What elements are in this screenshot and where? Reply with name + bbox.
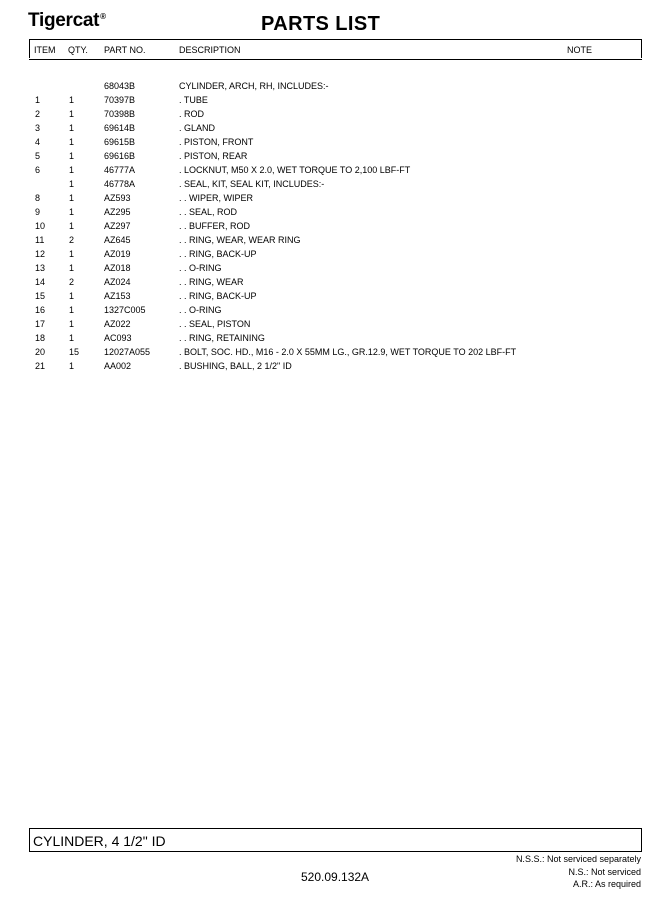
column-header-item: ITEM (34, 45, 56, 55)
row-qty: 1 (69, 249, 75, 259)
row-qty: 15 (69, 347, 80, 357)
row-item: 14 (35, 277, 46, 287)
row-description: . . WIPER, WIPER (179, 193, 254, 203)
row-description: . . SEAL, PISTON (179, 319, 251, 329)
row-description: CYLINDER, ARCH, RH, INCLUDES:- (179, 81, 329, 91)
legend-nss: N.S.S.: Not serviced separately (515, 854, 641, 864)
row-item: 16 (35, 305, 46, 315)
document-number: 520.09.132A (301, 870, 370, 884)
row-part-no: 46777A (104, 165, 136, 175)
table-row (0, 289, 656, 303)
row-description: . LOCKNUT, M50 X 2.0, WET TORQUE TO 2,100 LBF-FT (179, 165, 411, 175)
row-description: . . RING, WEAR (179, 277, 244, 287)
row-item: 4 (35, 137, 41, 147)
row-qty: 1 (69, 179, 75, 189)
row-qty: 2 (69, 277, 75, 287)
row-description: . PISTON, REAR (179, 151, 248, 161)
row-item: 8 (35, 193, 41, 203)
row-part-no: AZ018 (104, 263, 131, 273)
row-qty: 1 (69, 123, 75, 133)
row-qty: 1 (69, 137, 75, 147)
row-description: . TUBE (179, 95, 208, 105)
row-item: 10 (35, 221, 46, 231)
row-description: . . O-RING (179, 263, 222, 273)
row-part-no: AZ019 (104, 249, 131, 259)
row-item: 1 (35, 95, 41, 105)
page-title: PARTS LIST (261, 13, 381, 35)
table-row (0, 163, 656, 177)
row-qty: 1 (69, 361, 75, 371)
row-part-no: AA002 (104, 361, 132, 371)
row-part-no: AZ593 (104, 193, 131, 203)
table-row (0, 233, 656, 247)
legend-ar: A.R.: As required (572, 879, 641, 889)
row-part-no: 69616B (104, 151, 136, 161)
column-header-qty: QTY. (68, 45, 88, 55)
row-description: . ROD (179, 109, 205, 119)
header-divider (29, 59, 642, 60)
registered-mark: ® (100, 11, 106, 21)
row-item: 2 (35, 109, 41, 119)
row-qty: 1 (69, 291, 75, 301)
table-row (0, 331, 656, 345)
table-row (0, 93, 656, 107)
row-part-no: AZ024 (104, 277, 131, 287)
row-qty: 1 (69, 319, 75, 329)
row-description: . . RING, BACK-UP (179, 291, 257, 301)
row-qty: 2 (69, 235, 75, 245)
row-part-no: AZ645 (104, 235, 131, 245)
row-description: . . RING, BACK-UP (179, 249, 257, 259)
row-part-no: 69614B (104, 123, 136, 133)
column-header-part-no: PART NO. (104, 45, 146, 55)
table-row (0, 317, 656, 331)
row-description: . . BUFFER, ROD (179, 221, 251, 231)
row-part-no: 46778A (104, 179, 136, 189)
table-row (0, 303, 656, 317)
row-description: . PISTON, FRONT (179, 137, 254, 147)
table-row (0, 107, 656, 121)
row-part-no: 70397B (104, 95, 136, 105)
row-part-no: AC093 (104, 333, 132, 343)
row-item: 21 (35, 361, 46, 371)
row-qty: 1 (69, 305, 75, 315)
row-part-no: 68043B (104, 81, 136, 91)
row-part-no: 69615B (104, 137, 136, 147)
row-description: . . RING, RETAINING (179, 333, 265, 343)
row-qty: 1 (69, 95, 75, 105)
row-item: 5 (35, 151, 41, 161)
table-row (0, 219, 656, 233)
table-row (0, 345, 656, 359)
row-description: . BUSHING, BALL, 2 1/2" ID (179, 361, 292, 371)
row-item: 15 (35, 291, 46, 301)
row-part-no: AZ022 (104, 319, 131, 329)
row-description: . . RING, WEAR, WEAR RING (179, 235, 301, 245)
row-description: . BOLT, SOC. HD., M16 - 2.0 X 55MM LG., GR.12.9, WET TORQUE TO 202 LBF-FT (179, 347, 517, 357)
row-part-no: AZ153 (104, 291, 131, 301)
row-item: 17 (35, 319, 46, 329)
row-item: 6 (35, 165, 41, 175)
table-row (0, 261, 656, 275)
row-description: . SEAL, KIT, SEAL KIT, INCLUDES:- (179, 179, 325, 189)
table-row (0, 149, 656, 163)
row-item: 13 (35, 263, 46, 273)
row-qty: 1 (69, 263, 75, 273)
table-row (0, 79, 656, 93)
row-part-no: 1327C005 (104, 305, 146, 315)
row-item: 18 (35, 333, 46, 343)
table-row (0, 359, 656, 373)
row-part-no: AZ297 (104, 221, 131, 231)
table-row (0, 177, 656, 191)
column-header-note: NOTE (567, 45, 593, 55)
table-row (0, 121, 656, 135)
row-description: . . SEAL, ROD (179, 207, 238, 217)
table-row (0, 247, 656, 261)
row-qty: 1 (69, 333, 75, 343)
row-qty: 1 (69, 207, 75, 217)
row-item: 3 (35, 123, 41, 133)
row-item: 9 (35, 207, 41, 217)
row-qty: 1 (69, 151, 75, 161)
parts-table-body (0, 79, 656, 373)
table-row (0, 275, 656, 289)
row-qty: 1 (69, 193, 75, 203)
row-part-no: 12027A055 (104, 347, 151, 357)
table-row (0, 135, 656, 149)
row-description: . . O-RING (179, 305, 222, 315)
row-item: 11 (35, 235, 45, 245)
row-qty: 1 (69, 165, 75, 175)
legend-ns: N.S.: Not serviced (568, 866, 641, 877)
row-qty: 1 (69, 221, 75, 231)
row-part-no: 70398B (104, 109, 136, 119)
table-row (0, 191, 656, 205)
row-item: 12 (35, 249, 46, 259)
table-row (0, 205, 656, 219)
assembly-title: CYLINDER, 4 1/2" ID (33, 833, 166, 849)
service-legend (516, 853, 641, 891)
column-header-description: DESCRIPTION (179, 45, 241, 55)
row-qty: 1 (69, 109, 75, 119)
row-description: . GLAND (179, 123, 216, 133)
row-item: 20 (35, 347, 46, 357)
brand-name: Tigercat (28, 10, 100, 31)
brand-logo (28, 10, 106, 32)
row-part-no: AZ295 (104, 207, 131, 217)
